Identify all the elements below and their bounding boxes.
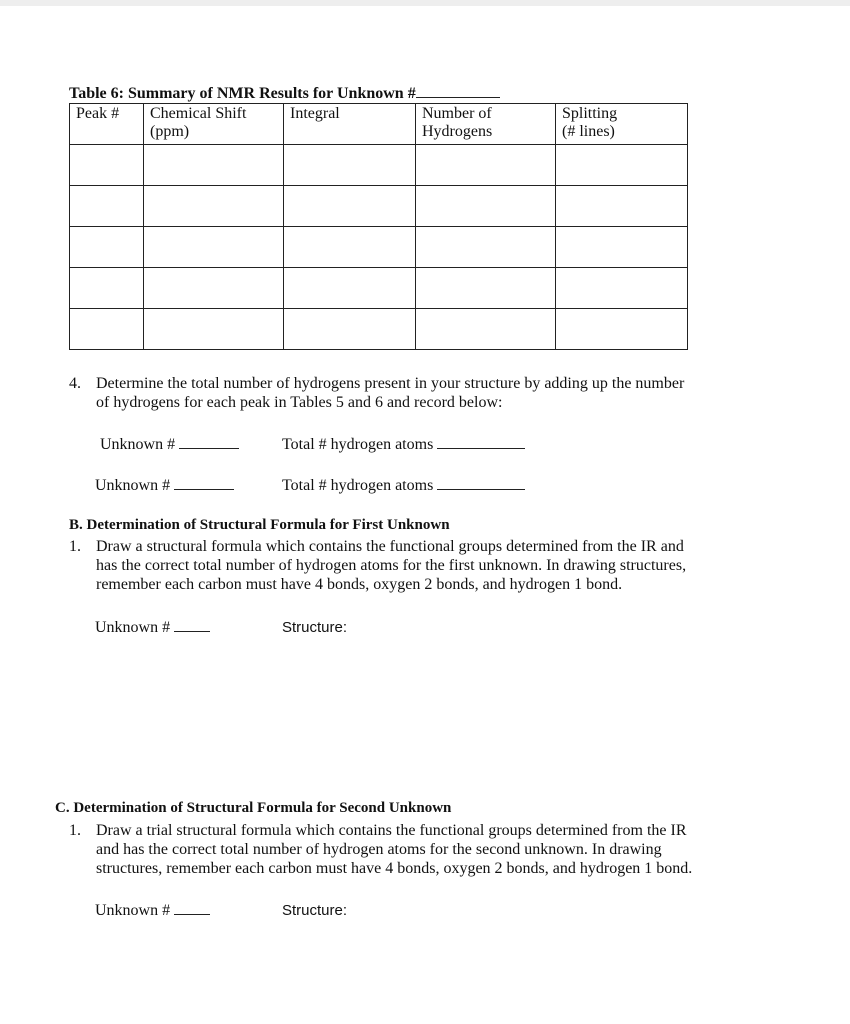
- unknown-line-2: [95, 476, 234, 495]
- table-cell[interactable]: [144, 227, 284, 268]
- table-cell[interactable]: [284, 268, 416, 309]
- table-row: [70, 145, 688, 186]
- table-row: [70, 227, 688, 268]
- nmr-results-table: [69, 103, 688, 350]
- table-caption: Table 6: Summary of NMR Results for Unknown #: [69, 84, 500, 103]
- table-cell[interactable]: [416, 268, 556, 309]
- unknown-label: Unknown #: [95, 619, 171, 636]
- table-cell[interactable]: [416, 227, 556, 268]
- table-cell[interactable]: [284, 145, 416, 186]
- section-b-paragraph: [69, 537, 686, 594]
- step-4-line-1: Determine the total number of hydrogens present in your structure by adding up the number: [96, 375, 685, 392]
- step-number: 1.: [69, 538, 81, 555]
- step-4-paragraph: [69, 374, 684, 412]
- section-c-line-1: Draw a trial structural formula which contains the functional groups determined from the IR: [96, 822, 687, 839]
- step-number: 1.: [69, 822, 81, 839]
- table-cell[interactable]: [556, 268, 688, 309]
- table-cell[interactable]: [144, 268, 284, 309]
- unknown-blank[interactable]: [174, 476, 234, 490]
- total-hydrogen-line-1: [282, 435, 525, 454]
- unknown-blank[interactable]: [174, 901, 210, 915]
- unknown-label: Unknown #: [95, 477, 171, 494]
- section-c-paragraph: [69, 821, 692, 878]
- table-cell[interactable]: [70, 309, 144, 350]
- step-4-line-2: of hydrogens for each peak in Tables 5 and 6 and record below:: [96, 394, 503, 411]
- page-top-border: [0, 0, 850, 6]
- table-cell[interactable]: [284, 309, 416, 350]
- total-hydrogen-blank[interactable]: [437, 476, 525, 490]
- table-cell[interactable]: [556, 227, 688, 268]
- unknown-blank[interactable]: [179, 435, 239, 449]
- table-cell[interactable]: [416, 309, 556, 350]
- section-b-line-1: Draw a structural formula which contains the functional groups determined from the IR and: [96, 538, 684, 555]
- table-row: [70, 186, 688, 227]
- header-splitting: Splitting (# lines): [556, 104, 688, 145]
- structure-label-b: Structure:: [282, 619, 348, 636]
- unknown-line-1: [100, 435, 239, 454]
- total-hydrogen-line-2: [282, 476, 525, 495]
- table-cell[interactable]: [284, 227, 416, 268]
- section-c-line-2: and has the correct total number of hydrogen atoms for the second unknown. In drawing: [96, 841, 662, 858]
- header-number-of-hydrogens: Number of Hydrogens: [416, 104, 556, 145]
- table-cell[interactable]: [416, 186, 556, 227]
- unknown-line-b: [95, 618, 210, 637]
- header-peak: Peak #: [70, 104, 144, 145]
- table-cell[interactable]: [70, 268, 144, 309]
- table-cell[interactable]: [556, 309, 688, 350]
- section-b-heading: B. Determination of Structural Formula for First Unknown: [69, 517, 450, 533]
- table-row: [70, 268, 688, 309]
- unknown-blank[interactable]: [174, 618, 210, 632]
- header-chemical-shift: Chemical Shift (ppm): [144, 104, 284, 145]
- unknown-blank[interactable]: [416, 84, 500, 98]
- total-hydrogen-label: Total # hydrogen atoms: [282, 477, 434, 494]
- table-header-row: [70, 104, 688, 145]
- table-cell[interactable]: [284, 186, 416, 227]
- table-cell[interactable]: [556, 145, 688, 186]
- unknown-line-c: [95, 901, 210, 920]
- total-hydrogen-blank[interactable]: [437, 435, 525, 449]
- unknown-label: Unknown #: [95, 902, 171, 919]
- section-b-line-3: remember each carbon must have 4 bonds, oxygen 2 bonds, and hydrogen 1 bond.: [96, 576, 623, 593]
- table-cell[interactable]: [556, 186, 688, 227]
- table-row: [70, 309, 688, 350]
- table-cell[interactable]: [70, 227, 144, 268]
- structure-label-c: Structure:: [282, 902, 348, 919]
- total-hydrogen-label: Total # hydrogen atoms: [282, 436, 434, 453]
- table-cell[interactable]: [416, 145, 556, 186]
- step-number: 4.: [69, 375, 81, 392]
- section-c-heading: C. Determination of Structural Formula for Second Unknown: [55, 800, 452, 816]
- table-cell[interactable]: [70, 145, 144, 186]
- section-b-line-2: has the correct total number of hydrogen atoms for the first unknown. In drawing structures,: [96, 557, 687, 574]
- section-c-line-3: structures, remember each carbon must have 4 bonds, oxygen 2 bonds, and hydrogen 1 bond.: [96, 860, 693, 877]
- header-integral: Integral: [284, 104, 416, 145]
- table-cell[interactable]: [144, 145, 284, 186]
- table-cell[interactable]: [144, 186, 284, 227]
- table-cell[interactable]: [144, 309, 284, 350]
- unknown-label: Unknown #: [100, 436, 176, 453]
- table-cell[interactable]: [70, 186, 144, 227]
